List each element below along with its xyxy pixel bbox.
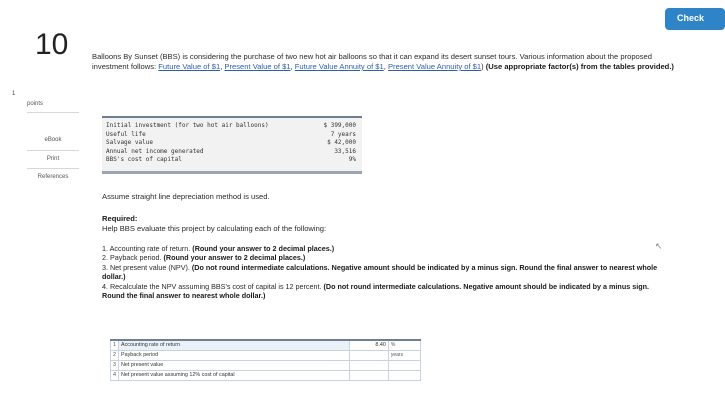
table-row <box>106 139 356 148</box>
row-label: Net present value assuming 12% cost of capital <box>119 370 350 380</box>
task-list <box>102 244 672 300</box>
answer-table <box>110 339 421 381</box>
task-main: 1. Accounting rate of return. <box>102 244 193 253</box>
answer-cell <box>349 360 388 370</box>
question-intro <box>92 52 677 72</box>
question-number: 10 <box>35 28 69 61</box>
payback-period-input[interactable] <box>352 351 386 359</box>
table-row <box>106 131 356 140</box>
table-row <box>106 148 356 157</box>
present-value-annuity-link[interactable]: Present Value Annuity of $1 <box>387 62 482 71</box>
points-label: points <box>27 101 44 107</box>
row-value: 9% <box>348 156 356 164</box>
intro-text-end: ) <box>481 62 486 71</box>
row-label: Payback period <box>119 350 350 360</box>
list-item <box>102 244 672 253</box>
divider <box>27 112 79 113</box>
task-note: (Round your answer to 2 decimal places.) <box>192 244 335 253</box>
row-number: 1 <box>111 340 119 350</box>
intro-instruction: (Use appropriate factor(s) from the tables provided.) <box>485 62 674 71</box>
table-row <box>111 370 421 380</box>
row-value: 33,516 <box>334 147 356 155</box>
required-heading: Required: <box>102 214 138 223</box>
check-button[interactable]: Check <box>665 8 725 30</box>
table-row <box>106 122 356 131</box>
task-note: (Round your answer to 2 decimal places.) <box>163 253 306 263</box>
row-value: $ 42,000 <box>327 139 356 147</box>
row-number: 4 <box>111 370 119 380</box>
ebook-link[interactable]: eBook <box>44 137 62 143</box>
row-unit: % <box>388 340 420 350</box>
present-value-link[interactable]: Present Value of $1 <box>224 62 291 71</box>
task-main: 4. Recalculate the NPV assuming BBS's cost of capital is 12 percent. <box>102 281 324 291</box>
task-main: 2. Payback period. <box>102 253 164 263</box>
row-number: 3 <box>111 360 119 370</box>
task-note: (Do not round intermediate calculations. Negative amount should be indicated by a minus sign. Round the final answer to nearest whole dollar.) <box>102 262 658 282</box>
future-value-link[interactable]: Future Value of $1 <box>158 62 221 71</box>
row-value: 7 years <box>330 130 356 138</box>
answer-cell <box>349 370 388 380</box>
intro-text: Balloons By Sunset (BBS) is considering the purchase of two new hot air balloons so that it can expand its desert sunset tours. Various information about the proposed investment follows: <box>92 52 653 71</box>
row-label: BBS's cost of capital <box>106 156 182 164</box>
separator: , <box>383 62 388 71</box>
required-text: Help BBS evaluate this project by calculating each of the following: <box>102 224 327 233</box>
row-label: Salvage value <box>106 139 153 147</box>
npv-input[interactable] <box>352 361 386 369</box>
print-link[interactable]: Print <box>46 156 60 162</box>
npv-12-percent-input[interactable] <box>352 371 386 379</box>
answer-cell <box>349 340 388 350</box>
row-number: 2 <box>111 350 119 360</box>
list-item <box>102 263 672 282</box>
row-unit: years <box>388 350 420 360</box>
row-label: Initial investment (for two hot air balloons) <box>106 122 269 129</box>
row-unit <box>388 370 420 380</box>
row-label: Useful life <box>106 130 146 138</box>
divider <box>27 168 79 169</box>
list-item <box>102 282 672 301</box>
row-label: Accounting rate of return <box>119 340 350 350</box>
assumption-text: Assume straight line depreciation method is used. <box>102 192 270 201</box>
investment-table <box>102 116 362 174</box>
future-value-annuity-link[interactable]: Future Value Annuity of $1 <box>294 62 384 71</box>
table-row <box>111 350 421 360</box>
table-row <box>106 156 356 165</box>
task-main: 3. Net present value (NPV). <box>102 262 192 272</box>
row-label: Annual net income generated <box>106 147 204 155</box>
row-label: Net present value <box>119 360 350 370</box>
task-note: (Do not round intermediate calculations. Negative amount should be indicated by a minus sign. Round the final answer to nearest whole dollar.) <box>102 281 649 301</box>
references-link[interactable]: References <box>37 174 69 180</box>
mouse-cursor-icon: ↖ <box>655 241 663 251</box>
separator: , <box>220 62 225 71</box>
left-rail <box>0 0 78 403</box>
table-row <box>111 360 421 370</box>
answer-cell <box>349 350 388 360</box>
row-unit <box>388 360 420 370</box>
list-item <box>102 253 672 262</box>
divider <box>27 150 79 151</box>
table-row <box>111 340 421 350</box>
points-value: 1 <box>12 91 16 97</box>
accounting-rate-input[interactable] <box>352 341 386 349</box>
separator: , <box>290 62 295 71</box>
row-value: $ 399,000 <box>323 122 356 129</box>
